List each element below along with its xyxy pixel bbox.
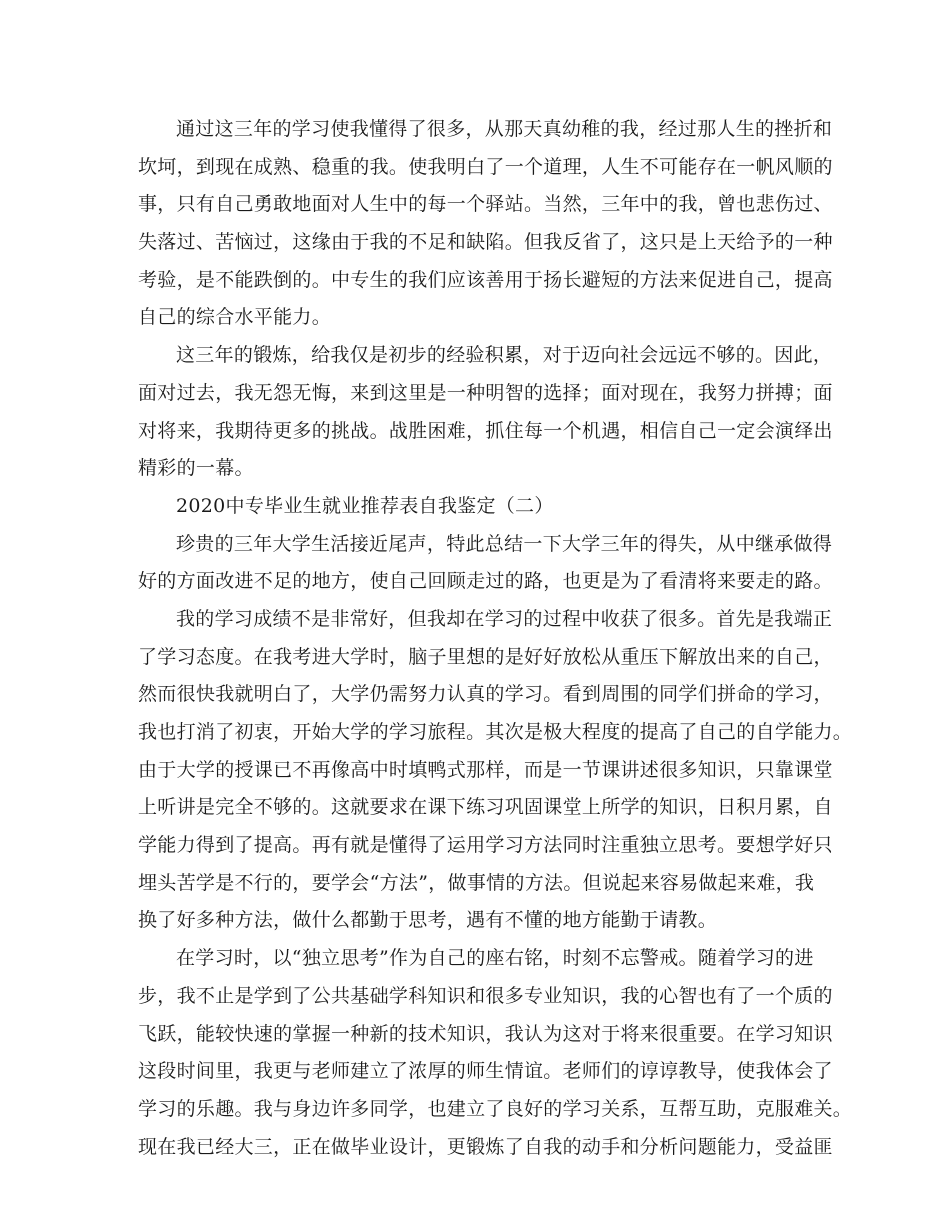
text-line: 珍贵的三年大学生活接近尾声，特此总结一下大学三年的得失，从中继承做得 (176, 532, 833, 555)
text-line: 上听讲是完全不够的。这就要求在课下练习巩固课堂上所学的知识，日积月累，自 (138, 796, 833, 819)
text-line: 然而很快我就明白了，大学仍需努力认真的学习。看到周围的同学们拼命的学习， (138, 683, 833, 706)
text-line: 在学习时，以“独立思考”作为自己的座右铭，时刻不忘警戒。随着学习的进 (176, 947, 814, 970)
text-line: 失落过、苦恼过，这缘由于我的不足和缺陷。但我反省了，这只是上天给予的一种 (138, 231, 833, 254)
text-line: 考验，是不能跌倒的。中专生的我们应该善用于扬长避短的方法来促进自己，提高 (138, 268, 833, 291)
text-line: 学习的乐趣。我与身边许多同学，也建立了良好的学习关系，互帮互助，克服难关。 (138, 1097, 853, 1120)
text-line: 坎坷，到现在成熟、稳重的我。使我明白了一个道理，人生不可能存在一帆风顺的 (138, 155, 833, 178)
text-line: 现在我已经大三，正在做毕业设计，更锻炼了自我的动手和分析问题能力，受益匪 (138, 1135, 833, 1158)
text-line: 步，我不止是学到了公共基础学科知识和很多专业知识，我的心智也有了一个质的 (138, 984, 833, 1007)
text-line: 飞跃，能较快速的掌握一种新的技术知识，我认为这对于将来很重要。在学习知识 (138, 1022, 833, 1045)
text-line: 我的学习成绩不是非常好，但我却在学习的过程中收获了很多。首先是我端正 (176, 607, 833, 630)
text-line: 由于大学的授课已不再像高中时填鸭式那样，而是一节课讲述很多知识，只靠课堂 (138, 758, 833, 781)
text-line: 这三年的锻炼，给我仅是初步的经验积累，对于迈向社会远远不够的。因此， (176, 344, 833, 367)
text-line: 事，只有自己勇敢地面对人生中的每一个驿站。当然，三年中的我，曾也悲伤过、 (138, 193, 833, 216)
text-line: 面对过去，我无怨无悔，来到这里是一种明智的选择；面对现在，我努力拼搏；面 (138, 381, 833, 404)
text-line: 埋头苦学是不行的，要学会“方法”，做事情的方法。但说起来容易做起来难，我 (138, 871, 815, 894)
text-line: 这段时间里，我更与老师建立了浓厚的师生情谊。老师们的谆谆教导，使我体会了 (138, 1060, 833, 1083)
text-line: 2020中专毕业生就业推荐表自我鉴定（二） (176, 494, 554, 517)
text-line: 精彩的一幕。 (138, 457, 254, 480)
text-line: 自己的综合水平能力。 (138, 306, 332, 329)
document-body (138, 111, 853, 1166)
text-line: 学能力得到了提高。再有就是懂得了运用学习方法同时注重独立思考。要想学好只 (138, 834, 833, 857)
text-line: 通过这三年的学习使我懂得了很多，从那天真幼稚的我，经过那人生的挫折和 (176, 118, 833, 140)
text-line: 我也打消了初衷，开始大学的学习旅程。其次是极大程度的提高了自己的自学能力。 (138, 721, 853, 743)
text-line: 好的方面改进不足的地方，使自己回顾走过的路，也更是为了看清将来要走的路。 (138, 570, 833, 593)
text-line: 了学习态度。在我考进大学时，脑子里想的是好好放松从重压下解放出来的自己， (138, 645, 833, 668)
text-line: 对将来，我期待更多的挑战。战胜困难，抓住每一个机遇，相信自己一定会演绎出 (138, 419, 833, 442)
text-line: 换了好多种方法，做什么都勤于思考，遇有不懂的地方能勤于请教。 (138, 909, 718, 932)
